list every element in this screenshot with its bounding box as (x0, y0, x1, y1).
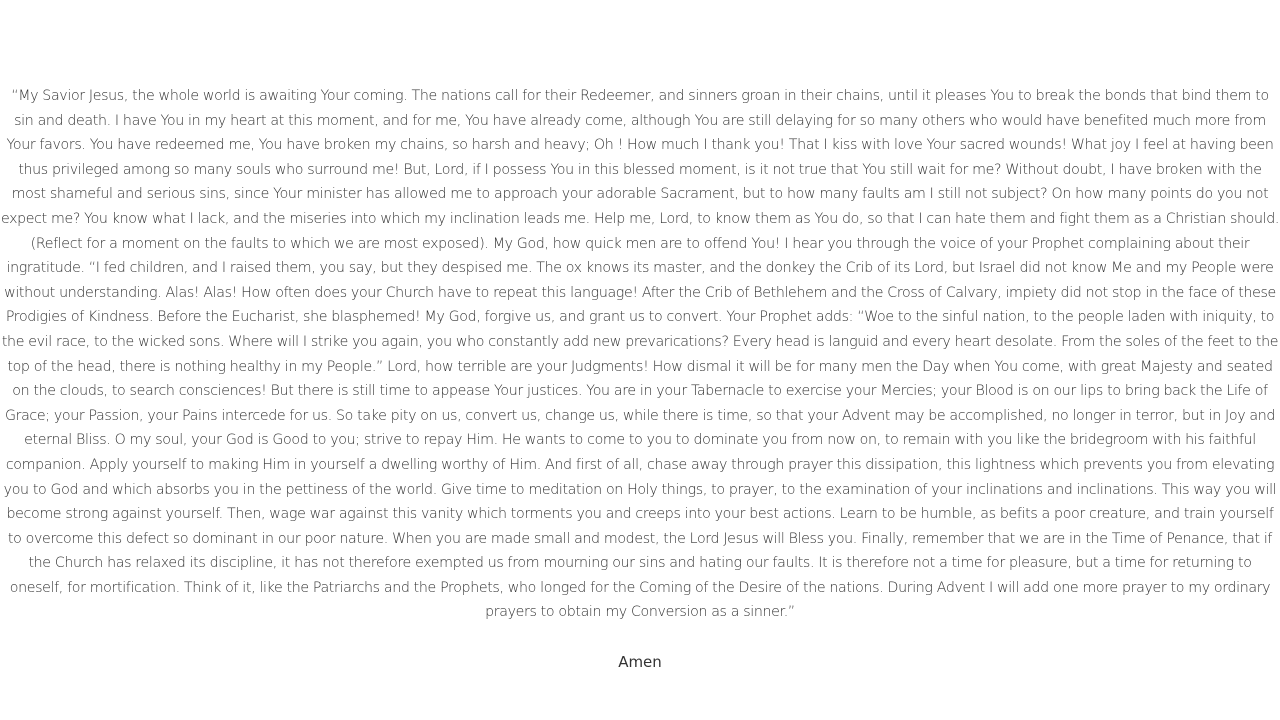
prayer-text: “My Savior Jesus, the whole world is awaiting Your coming. The nations call for their Redeemer, and sinners groan in their chains, until it pleases You to break the bonds that bind them to sin and death. I have You in my heart at this moment, and for me, You have already come, although You are still delaying for so many others who would have benefited much more from Your favors. You have redeemed me, You have broken my chains, so harsh and heavy; Oh ! How much I thank you! That I kiss with love Your sacred wounds! What joy I feel at having been thus privileged among so many souls who surround me! But, Lord, if I possess You in this blessed moment, is it not true that You still wait for me? Without doubt, I have broken with the most shameful and serious sins, since Your minister has allowed me to approach your adorable Sacrament, but to how many faults am I still not subject? On how many points do you not expect me? You know what I lack, and the miseries into which my inclination leads me. Help me, Lord, to know them as You do, so that I can hate them and fight them as a Christian should. (Reflect for a moment on the faults to which we are most exposed). My God, how quick men are to offend You! I hear you through the voice of your Prophet complaining about their ingratitude. “I fed children, and I raised them, you say, but they despised me. The ox knows its master, and the donkey the Crib of its Lord, but Israel did not know Me and my People were without understanding. Alas! Alas! How often does your Church have to repeat this language! After the Crib of Bethlehem and the Cross of Calvary, impiety did not stop in the face of these Prodigies of Kindness. Before the Eucharist, she blasphemed! My God, forgive us, and grant us to convert. Your Prophet adds: “Woe to the sinful nation, to the people laden with iniquity, to the evil race, to the wicked sons. Where will I strike you again, you who constantly add new prevarications? Every head is languid and every heart desolate. From the soles of the feet to the top of the head, there is nothing healthy in my People.” Lord, how terrible are your Judgments! How dismal it will be for many men the Day when You come, with great Majesty and seated on the clouds, to search consciences! But there is still time to appease Your justices. You are in your Tabernacle to exercise your Mercies; your Blood is on our lips to bring back the Life of Grace; your Passion, your Pains intercede for us. So take pity on us, convert us, change us, while there is time, so that your Advent may be accomplished, no longer in terror, but in Joy and eternal Bliss. O my soul, your God is Good to you; strive to repay Him. He wants to come to you to dominate you from now on, to remain with you like the bridegroom with his faithful companion. Apply yourself to making Him in yourself a dwelling worthy of Him. And first of all, chase away through prayer this dissipation, this lightness which prevents you from elevating you to God and which absorbs you in the pettiness of the world. Give time to meditation on Holy things, to prayer, to the examination of your inclinations and inclinations. This way you will become strong against yourself. Then, wage war against this vanity which torments you and creeps into your best actions. Learn to be humble, as befits a poor creature, and train yourself to overcome this defect so dominant in our poor nature. When you are made small and modest, the Lord Jesus will Bless you. Finally, remember that we are in the Time of Penance, that if the Church has relaxed its discipline, it has not therefore exempted us from mourning our sins and hating our faults. It is therefore not a time for pleasure, but a time for returning to oneself, for mortification. Think of it, like the Patriarchs and the Prophets, who longed for the Coming of the Desire of the nations. During Advent I will add one more prayer to my ordinary prayers to obtain my Conversion as a sinner.” (0, 88, 1280, 621)
prayer-closing-amen: Amen (618, 653, 662, 671)
